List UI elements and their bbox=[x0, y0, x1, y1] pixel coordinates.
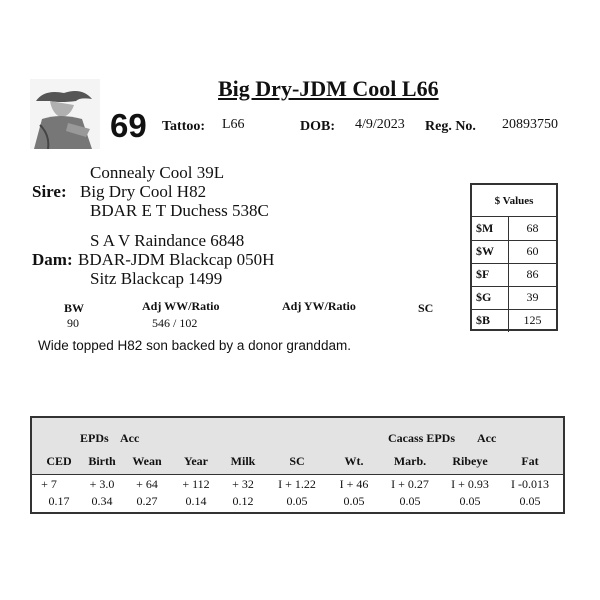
epd-value: + 112 bbox=[182, 477, 210, 491]
dollar-value-label: $B bbox=[472, 309, 509, 332]
dollar-value-value: 60 bbox=[526, 244, 539, 258]
epd-column-header: Wt. bbox=[344, 454, 364, 468]
dollar-value-row bbox=[472, 286, 556, 310]
dollar-value-row bbox=[472, 263, 556, 287]
carcass-acc-label: Acc bbox=[477, 431, 497, 445]
epd-accuracy: 0.34 bbox=[91, 494, 113, 508]
epd-accuracy: 0.05 bbox=[343, 494, 365, 508]
epd-group-label: EPDs bbox=[80, 431, 109, 445]
epd-value: + 32 bbox=[232, 477, 254, 491]
reg-label: Reg. No. bbox=[425, 119, 476, 134]
epd-value: + 64 bbox=[136, 477, 158, 491]
epd-column-header: SC bbox=[289, 454, 305, 468]
epd-column-header: Birth bbox=[88, 454, 116, 468]
dam-sire: S A V Raindance 6848 bbox=[90, 231, 245, 250]
epd-column-header: Fat bbox=[521, 454, 539, 468]
epd-column-header: Year bbox=[184, 454, 208, 468]
dollar-value-value: 125 bbox=[523, 313, 542, 327]
epd-accuracy: 0.17 bbox=[48, 494, 70, 508]
dollar-values-title: $ Values bbox=[472, 185, 556, 217]
dollar-value-label: $W bbox=[472, 240, 509, 263]
sire-sire: Connealy Cool 39L bbox=[90, 163, 225, 182]
epd-column-header: CED bbox=[46, 454, 72, 468]
epd-value: I + 0.27 bbox=[391, 477, 429, 491]
dollar-value-row bbox=[472, 217, 556, 241]
description: Wide topped H82 son backed by a donor granddam. bbox=[38, 338, 351, 353]
ww-value: 546 / 102 bbox=[152, 316, 198, 330]
epd-column-header: Wean bbox=[132, 454, 162, 468]
dollar-value-value: 68 bbox=[526, 221, 539, 235]
epd-value: I -0.013 bbox=[511, 477, 549, 491]
epd-value: I + 1.22 bbox=[278, 477, 316, 491]
epd-column-header: Ribeye bbox=[452, 454, 488, 468]
sire-label: Sire: bbox=[32, 182, 67, 201]
dollar-value-value: 39 bbox=[526, 290, 539, 304]
tattoo-label: Tattoo: bbox=[162, 119, 206, 134]
epd-value: I + 46 bbox=[339, 477, 369, 491]
epd-accuracy: 0.05 bbox=[399, 494, 421, 508]
epd-value: I + 0.93 bbox=[451, 477, 489, 491]
yw-label: Adj YW/Ratio bbox=[282, 299, 356, 313]
epd-accuracy: 0.05 bbox=[286, 494, 308, 508]
bw-value: 90 bbox=[67, 316, 79, 330]
epd-table bbox=[30, 416, 565, 514]
epd-acc-label: Acc bbox=[120, 431, 140, 445]
dam-dam: Sitz Blackcap 1499 bbox=[90, 269, 223, 288]
sire-dam: BDAR E T Duchess 538C bbox=[90, 201, 269, 220]
carcass-epd-group-label: Cacass EPDs bbox=[388, 431, 456, 445]
epd-value: + 7 bbox=[41, 477, 57, 491]
dollar-value-label: $F bbox=[472, 263, 509, 286]
ww-label: Adj WW/Ratio bbox=[142, 299, 220, 313]
cowboy-logo bbox=[30, 79, 100, 149]
dollar-value-label: $M bbox=[472, 217, 509, 240]
dollar-value-value: 86 bbox=[526, 267, 539, 281]
epd-accuracy: 0.14 bbox=[185, 494, 207, 508]
reg-value: 20893750 bbox=[502, 117, 558, 132]
sire-name: Big Dry Cool H82 bbox=[80, 182, 207, 201]
dam-name: BDAR-JDM Blackcap 050H bbox=[78, 250, 275, 269]
lot-number: 69 bbox=[110, 107, 147, 144]
epd-accuracy: 0.12 bbox=[232, 494, 254, 508]
dam-label: Dam: bbox=[32, 250, 73, 269]
animal-name: Big Dry-JDM Cool L66 bbox=[218, 76, 439, 101]
sc-label: SC bbox=[418, 301, 434, 315]
epd-column-header: Milk bbox=[230, 454, 256, 468]
dollar-value-row bbox=[472, 240, 556, 264]
tattoo-value: L66 bbox=[222, 117, 245, 132]
epd-accuracy: 0.05 bbox=[519, 494, 541, 508]
dollar-values-table bbox=[470, 183, 558, 331]
epd-value: + 3.0 bbox=[89, 477, 115, 491]
epd-accuracy: 0.27 bbox=[136, 494, 158, 508]
epd-accuracy: 0.05 bbox=[459, 494, 481, 508]
dollar-value-row bbox=[472, 309, 556, 332]
epd-column-header: Marb. bbox=[393, 454, 427, 468]
bw-label: BW bbox=[64, 301, 85, 315]
dob-label: DOB: bbox=[300, 119, 335, 134]
dob-value: 4/9/2023 bbox=[355, 117, 405, 132]
dollar-value-label: $G bbox=[472, 286, 509, 309]
